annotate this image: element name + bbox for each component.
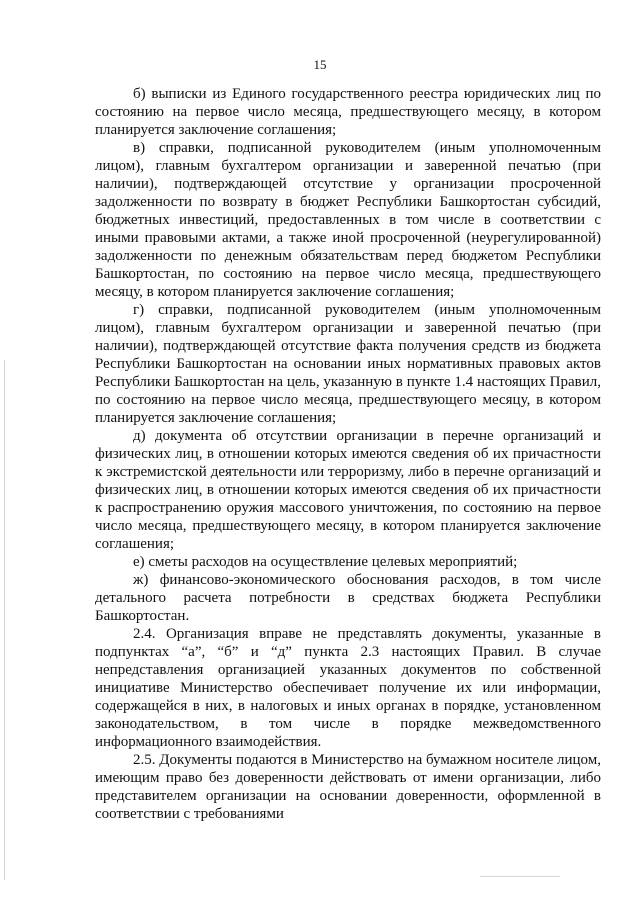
- paragraph-g: г) справки, подписанной руководителем (иным уполномоченным лицом), главным бухгалтером организации и заверенной печатью (при наличии), подтверждающей отсутствие факта получения средств из бюджета Республики Башкортостан на основании иных нормативных правовых актов Республики Башкортостан на цель, указанную в пункте 1.4 настоящих Правил, по состоянию на первое число месяца, предшествующего месяцу, в котором планируется заключение соглашения;: [95, 302, 601, 426]
- paragraph-2-5: 2.5. Документы подаются в Министерство на бумажном носителе лицом, имеющим право без доверенности действовать от имени организации, либо представителем организации на основании доверенности, оформленной в соответствии с требованиями: [95, 752, 601, 822]
- paragraph-b: б) выписки из Единого государственного реестра юридических лиц по состоянию на первое число месяца, предшествующего месяцу, в котором планируется заключение соглашения;: [95, 86, 601, 138]
- scan-edge-mark: [4, 360, 5, 880]
- paragraph-zh: ж) финансово-экономического обоснования расходов, в том числе детального расчета потребности в средствах бюджета Республики Башкортостан.: [95, 572, 601, 624]
- scan-dust-mark: [480, 876, 560, 877]
- paragraph-d: д) документа об отсутствии организации в перечне организаций и физических лиц, в отношении которых имеются сведения об их причастности к экстремистской деятельности или терроризму, либо в перечне организаций и физических лиц, в отношении которых имеются сведения об их причастности к распространению оружия массового уничтожения, по состоянию на первое число месяца, предшествующего месяцу, в котором планируется заключение соглашения;: [95, 428, 601, 552]
- paragraph-e: е) сметы расходов на осуществление целевых мероприятий;: [133, 554, 518, 570]
- document-body: [95, 85, 601, 823]
- paragraph-v: в) справки, подписанной руководителем (иным уполномоченным лицом), главным бухгалтером организации и заверенной печатью (при наличии), подтверждающей отсутствие у организации просроченной задолженности по возврату в бюджет Республики Башкортостан субсидий, бюджетных инвестиций, предоставленных в том числе в соответствии с иными правовыми актами, а также иной просроченной (неурегулированной) задолженности по денежным обязательствам перед бюджетом Республики Башкортостан, по состоянию на первое число месяца, предшествующего месяцу, в котором планируется заключение соглашения;: [95, 140, 601, 300]
- page-number: 15: [313, 57, 327, 72]
- paragraph-2-4: 2.4. Организация вправе не представлять документы, указанные в подпунктах “а”, “б” и “д” пункта 2.3 настоящих Правил. В случае непредставления организацией указанных документов по собственной инициативе Министерство обеспечивает получение их или информации, содержащейся в них, в налоговых и иных органах в порядке, установленном законодательством, в том числе в порядке межведомственного информационного взаимодействия.: [95, 626, 601, 750]
